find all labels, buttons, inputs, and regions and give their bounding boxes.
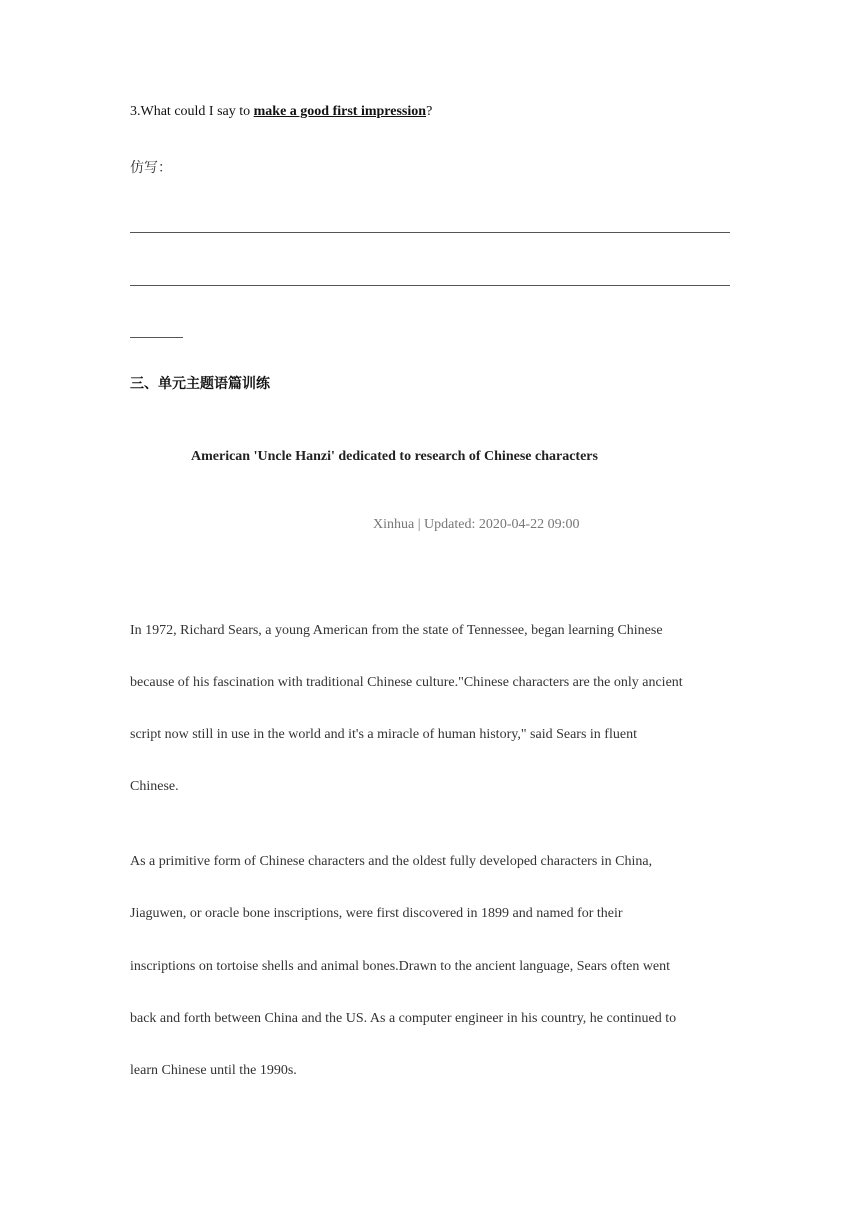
paragraph-2-line: back and forth between China and the US. As a computer engineer in his country, he continued to (130, 1011, 677, 1026)
paragraph-2-line: learn Chinese until the 1990s. (130, 1063, 297, 1078)
paragraph-2-line: As a primitive form of Chinese characters and the oldest fully developed characters in China, (130, 854, 653, 869)
imitate-label: 仿写： (130, 160, 172, 176)
paragraph-1-line: because of his fascination with traditional Chinese culture."Chinese characters are the only ancient (130, 675, 683, 690)
question-suffix: ? (426, 104, 433, 119)
article-title: American 'Uncle Hanzi' dedicated to research of Chinese characters (191, 449, 598, 464)
question-3 (130, 104, 432, 120)
paragraph-1-line: script now still in use in the world and it's a miracle of human history," said Sears in fluent (130, 727, 637, 742)
paragraph-1-line: In 1972, Richard Sears, a young American from the state of Tennessee, began learning Chinese (130, 623, 663, 638)
answer-line (130, 337, 183, 338)
article-byline: Xinhua | Updated: 2020-04-22 09:00 (373, 517, 580, 532)
paragraph-2-line: inscriptions on tortoise shells and animal bones.Drawn to the ancient language, Sears often went (130, 959, 671, 974)
answer-line (130, 232, 730, 233)
question-prefix: 3.What could I say to (130, 104, 254, 119)
paragraph-1-line: Chinese. (130, 779, 179, 794)
answer-line (130, 285, 730, 286)
question-emphasis: make a good first impression (253, 104, 427, 119)
paragraph-2-line: Jiaguwen, or oracle bone inscriptions, were first discovered in 1899 and named for their (130, 906, 623, 921)
section-heading: 三、单元主题语篇训练 (130, 376, 270, 392)
